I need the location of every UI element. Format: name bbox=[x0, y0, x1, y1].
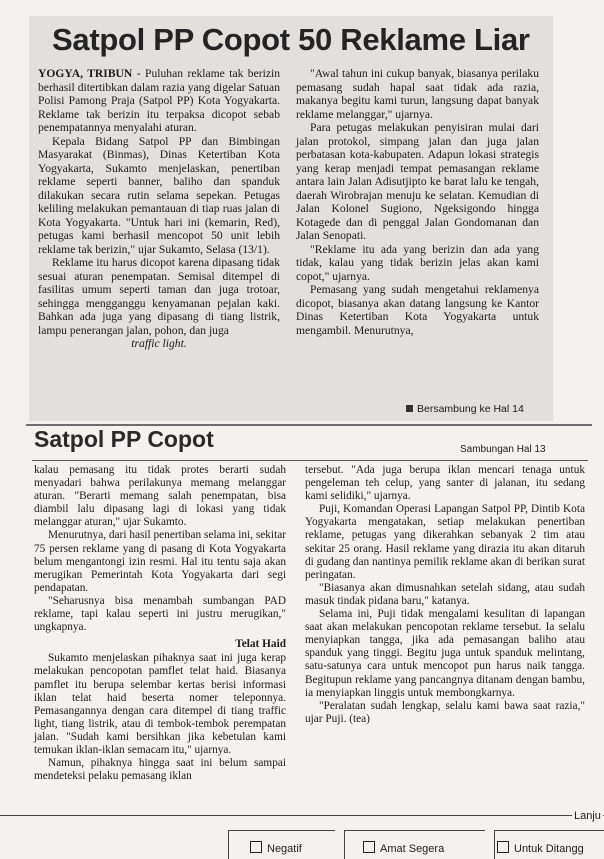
paragraph: "Peralatan sudah lengkap, selalu kami bawa saat razia," ujar Puji. (tea) bbox=[305, 699, 585, 725]
paragraph: Reklame itu harus dicopot karena dipasang tidak sesuai aturan penempatan. Semisal ditempel di fasilitas umum seperti taman dan juga trotoar, sehingga mengganggu kenyamanan pejalan kaki. Bahkan ada juga yang dipasang di tiang listrik, lampu penerangan jalan, pohon, dan juga bbox=[38, 256, 280, 337]
paragraph: "Awal tahun ini cukup banyak, biasanya perilaku pemasang sudah hapal saat tidak ada razia, makanya begitu kami turun, langsung dapat banyak reklame melanggar," ujarnya. bbox=[296, 67, 539, 121]
checkbox-icon[interactable] bbox=[497, 841, 509, 853]
subheading: Telat Haid bbox=[235, 638, 286, 651]
continued-from-note: Sambungan Hal 13 bbox=[460, 444, 546, 455]
checkbox-icon[interactable] bbox=[363, 841, 375, 853]
continued-note bbox=[406, 403, 524, 415]
paragraph: "Biasanya akan dimusnahkan setelah sidang, atau sudah masuk tindak pidana baru," katanya. bbox=[305, 581, 585, 607]
paragraph: Menurutnya, dari hasil penertiban selama ini, sekitar 75 persen reklame yang di pasang di Kota Yogyakarta belum mengantongi izin resmi. Hal itu tentu saja akan merugikan Pemerintah Kota Yogyakarta dari segi pendapatan. bbox=[34, 529, 286, 594]
checkbox-label: Amat Segera bbox=[380, 843, 445, 855]
form-divider bbox=[0, 815, 604, 816]
paragraph: Para petugas melakukan penyisiran mulai dari jalan protokol, simpang jalan dan juga jalan perbatasan kota-kabupaten. Adapun lokasi strategis yang kerap menjadi tempat pemasangan reklame antara lain Jalan Adisutjipto ke barat lalu ke tengah, daerah Wirobrajan menuju ke selatan. Kemudian di Jalan Kolonel Sugiono, Ngeksigondo hingga Kotagede dan di penggal Jalan Gondomanan dan Jalan Senopati. bbox=[296, 121, 539, 242]
paragraph: Kepala Bidang Satpol PP dan Bimbingan Masyarakat (Binmas), Dinas Ketertiban Kota Yogyakarta, Sukamto menjelaskan, penertiban reklame seperti banner, baliho dan spanduk dilakukan secara rutin selama sepekan. Petugas keliling melakukan pemantauan di tiap ruas jalan di Kota Yogyakarta. "Untuk hari ini (kemarin, Red), petugas kami berhasil mencopot 50 unit lebih reklame tak berizin," ujar Sukamto, Selasa (13/1). bbox=[38, 134, 280, 256]
article-column-3 bbox=[34, 464, 286, 783]
paragraph: Namun, pihaknya hingga saat ini belum sampai mendeteksi pelaku pemasang iklan bbox=[34, 757, 286, 783]
headline-main: Satpol PP Copot 50 Reklame Liar bbox=[52, 22, 530, 57]
article-column-4 bbox=[305, 464, 585, 726]
checkbox-icon[interactable] bbox=[250, 841, 262, 853]
headline-continuation: Satpol PP Copot bbox=[34, 426, 214, 452]
checkbox-untuk-ditangg[interactable] bbox=[497, 841, 584, 855]
checkbox-label: Untuk Ditangg bbox=[514, 843, 584, 855]
paragraph: tersebut. "Ada juga berupa iklan mencari tenaga untuk pengeleman teh celup, yang santer di jalanan, itu sedang kami selidiki," ujarnya. bbox=[305, 464, 585, 503]
square-bullet-icon bbox=[406, 405, 413, 412]
article-column-1 bbox=[38, 67, 280, 351]
checkbox-label: Negatif bbox=[267, 843, 302, 855]
paragraph: "Seharusnya bisa menambah sumbangan PAD reklame, tapi kalau seperti ini justru merugikan," ungkapnya. bbox=[34, 594, 286, 634]
paragraph bbox=[38, 67, 280, 135]
article-column-2 bbox=[296, 67, 539, 337]
paragraph: Puji, Komandan Operasi Lapangan Satpol PP, Dintib Kota Yogyakarta mengatakan, setiap melakukan penertiban reklame, petugas yang dikerahkan sebanyak 2 tim atau sekitar 25 orang. Hasil reklame yang dirazia itu akan ditaruh di gudang dan nantinya pemilik reklame akan di berikan surat peringatan. bbox=[305, 503, 585, 581]
paragraph: Sukamto menjelaskan pihaknya saat ini juga kerap melakukan pencopotan pamflet telat haid. Biasanya pamflet itu berupa selembar kertas berisi informasi iklan telat haid beserta nomer teleponnya. Pemasangannya dengan cara ditempel di tiang traffic light, tiang listrik, atau di tembok-tembok perempatan jalan. "Sudah kami bersihkan jika kebetulan kami temukan iklan-iklan semacam itu," ujarnya. bbox=[34, 652, 286, 756]
paragraph-end: traffic light. bbox=[131, 337, 187, 350]
paragraph: kalau pemasang itu tidak protes berarti sudah menyadari bahwa perilakunya memang melanggar aturan. "Berarti memang salah penempatan, bisa diambil lalu dipasang lagi di lokasi yang tidak melanggar aturan," ujar Sukamto. bbox=[34, 464, 286, 529]
divider bbox=[32, 460, 588, 461]
checkbox-amat-segera[interactable] bbox=[363, 841, 444, 855]
dateline: YOGYA, TRIBUN bbox=[38, 67, 133, 80]
form-label-lanju: Lanju bbox=[574, 810, 601, 822]
paragraph: Pemasang yang sudah mengetahui reklamenya dicopot, biasanya akan datang langsung ke Kantor Dinas Ketertiban Kota Yogyakarta untuk mengambil. Menurutnya, bbox=[296, 283, 539, 337]
paragraph-text: - Puluhan reklame tak berizin berhasil ditertibkan dalam razia yang digelar Satuan Polisi Pamong Praja (Satpol PP) Kota Yogyakarta. Reklame tak berizin itu terpaksa dicopot sebab penempatannya menyalahi aturan. bbox=[38, 67, 280, 134]
continued-text: Bersambung ke Hal 14 bbox=[417, 403, 524, 415]
checkbox-negatif[interactable] bbox=[250, 841, 302, 855]
paragraph: "Reklame itu ada yang berizin dan ada yang tidak, kalau yang tidak berizin jelas akan kami copot," ujarnya. bbox=[296, 242, 539, 283]
paragraph: Selama ini, Puji tidak mengalami kesulitan di lapangan saat akan melakukan pencopotan reklame tersebut. Ia selalu menyiapkan tangga, jika ada pemasangan baliho atau spanduk yang tinggi. Begitu juga untuk spanduk melintang, satu-satunya cara untuk mencopot pun harus naik tangga. Begitupun reklame yang pancangnya ditanam dengan bambu, ia menyiapkan linggis untuk membongkarnya. bbox=[305, 608, 585, 699]
